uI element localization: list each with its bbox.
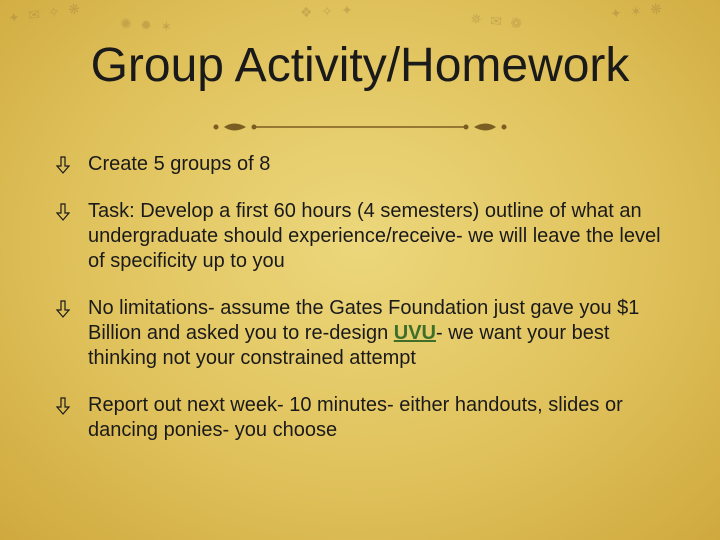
ornamental-divider-icon bbox=[212, 118, 508, 136]
uvu-link[interactable]: UVU bbox=[393, 322, 436, 344]
bullet-text: Create 5 groups of 8 bbox=[88, 153, 271, 175]
bullet-text-after-link: - we want your best thinking not your constrained attempt bbox=[88, 322, 610, 369]
slide-title: Group Activity/Homework bbox=[90, 39, 630, 92]
outline-down-arrow-icon bbox=[56, 203, 70, 221]
bullet-item-4 bbox=[56, 393, 676, 443]
bullet-text-before-link: No limitations- assume the Gates Foundation just gave you $1 Billion and asked you to re-design bbox=[88, 297, 640, 344]
bullet-item-2 bbox=[56, 199, 676, 274]
outline-down-arrow-icon bbox=[56, 300, 70, 318]
outline-down-arrow-icon bbox=[56, 397, 70, 415]
bullet-item-3 bbox=[56, 296, 676, 371]
bullet-text: Report out next week- 10 minutes- either handouts, slides or dancing ponies- you choose bbox=[88, 394, 623, 441]
bullet-list bbox=[56, 152, 676, 465]
postage-stamp-background: ✦ ✉ ✧ ❋ ✺ ✹ ✶ ❖ ✧ ✦ ✵ ✉ ❁ ✦ ✶ ❋ bbox=[7, 0, 665, 36]
outline-down-arrow-icon bbox=[56, 156, 70, 174]
bullet-text: Task: Develop a first 60 hours (4 semesters) outline of what an undergraduate should experience/receive- we will leave the level of specificity up to you bbox=[88, 200, 661, 272]
bullet-item-1 bbox=[56, 152, 676, 177]
